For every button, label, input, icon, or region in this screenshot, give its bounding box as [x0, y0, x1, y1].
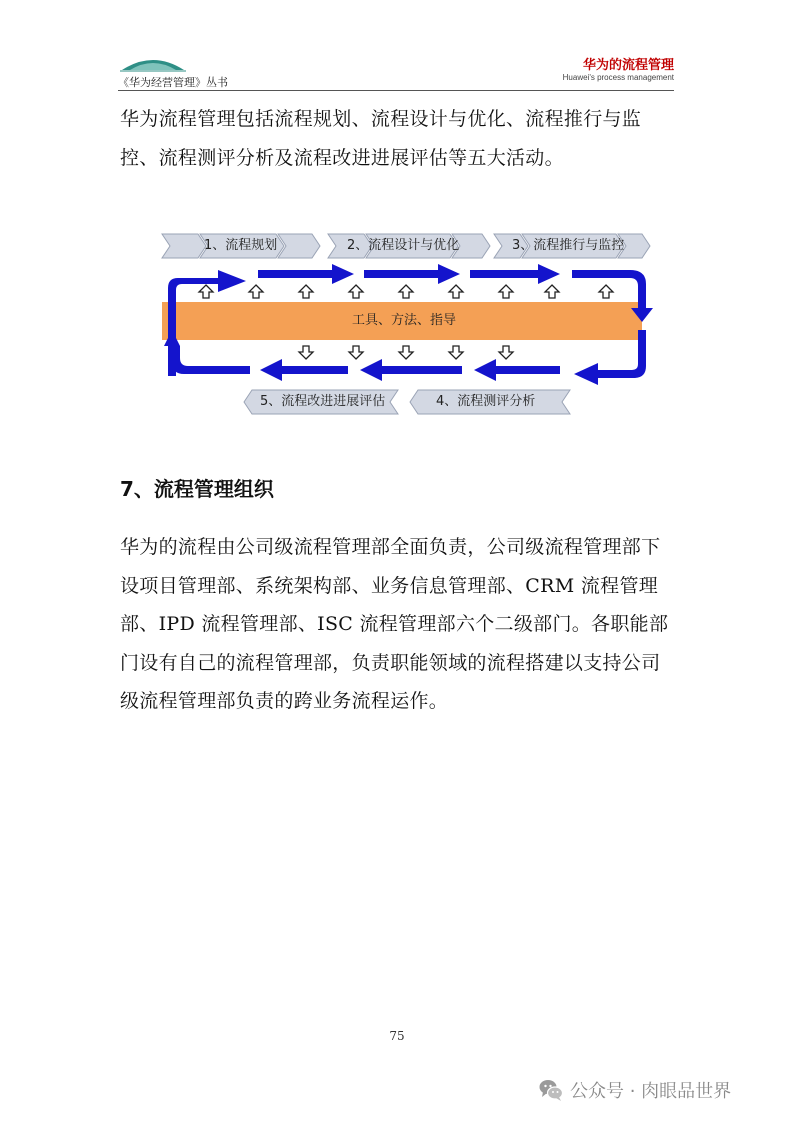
step-5-label: 5、流程改进进展评估	[260, 394, 386, 409]
wechat-icon	[538, 1077, 564, 1103]
section-heading: 7、流程管理组织	[120, 477, 274, 501]
process-cycle-diagram	[160, 226, 660, 420]
up-arrows-row	[199, 285, 613, 298]
watermark-text: 公众号 · 肉眼品世界	[570, 1081, 732, 1102]
header-rule	[118, 90, 674, 91]
step-4-label: 4、流程测评分析	[436, 394, 536, 409]
intro-paragraph: 华为流程管理包括流程规划、流程设计与优化、流程推行与监控、流程测评分析及流程改进进展评估等五大活动。	[120, 108, 642, 169]
series-title: 《华为经营管理》丛书	[118, 76, 228, 89]
step-3-label: 3、流程推行与监控	[512, 238, 625, 253]
book-title: 华为的流程管理	[582, 58, 674, 73]
mountain-logo-icon	[120, 54, 186, 72]
step-2-label: 2、流程设计与优化	[347, 238, 460, 253]
page-number: 75	[389, 1029, 405, 1043]
book-subtitle: Huawei's process management	[562, 73, 674, 82]
page-header	[118, 52, 674, 92]
down-arrows-row	[299, 346, 513, 359]
step-1-label: 1、流程规划	[204, 238, 278, 253]
series-block	[118, 52, 238, 92]
book-title-block	[563, 58, 674, 83]
center-label: 工具、方法、指导	[352, 313, 457, 328]
watermark	[538, 1074, 731, 1106]
section-paragraph: 华为的流程由公司级流程管理部全面负责，公司级流程管理部下设项目管理部、系统架构部、业务信息管理部、CRM 流程管理部、IPD 流程管理部、ISC 流程管理部六个二级部门。各职能部门设有自己的流程管理部，负责职能领域的流程搭建以支持公司级流程管理部负责的跨业务流程运作。	[120, 536, 669, 712]
